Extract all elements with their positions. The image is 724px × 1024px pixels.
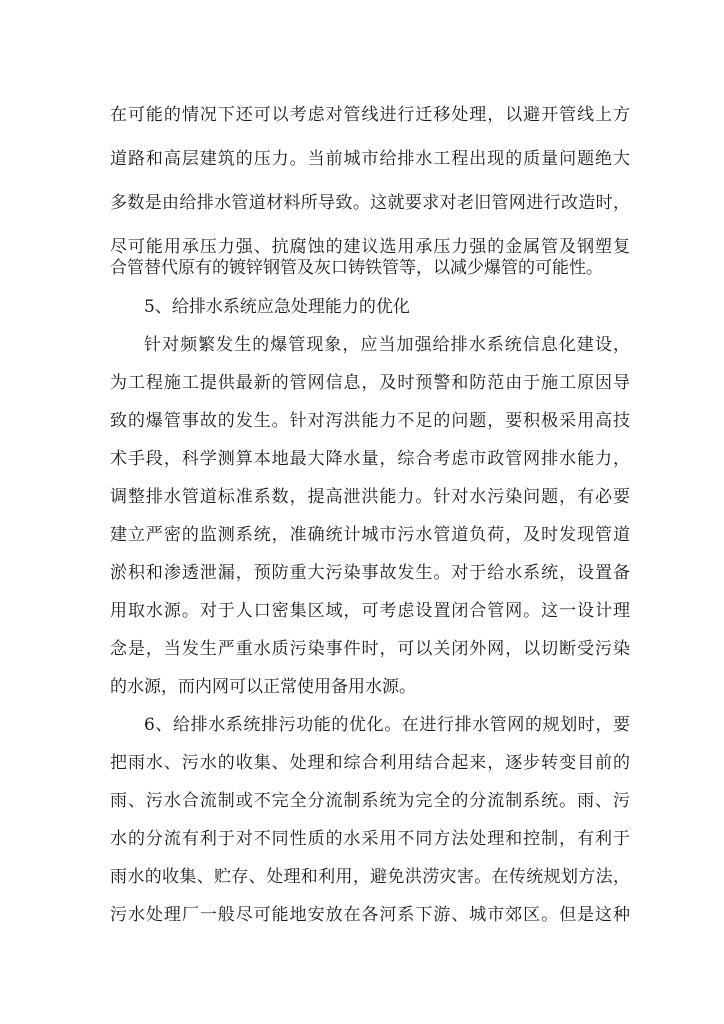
text-line: 调整排水管道标准系数，提高泄洪能力。针对水污染问题，有必要 bbox=[110, 487, 630, 507]
section-heading: 5、给排水系统应急处理能力的优化 bbox=[144, 297, 410, 317]
text-line: 雨、污水合流制或不完全分流制系统为完全的分流制系统。雨、污 bbox=[110, 791, 630, 811]
text-line: 把雨水、污水的收集、处理和综合利用结合起来，逐步转变目前的 bbox=[110, 753, 630, 773]
text-line: 合管替代原有的镀锌钢管及灰口铸铁管等，以减少爆管的可能性。 bbox=[110, 258, 603, 278]
text-line: 水的分流有利于对不同性质的水采用不同方法处理和控制，有利于 bbox=[110, 829, 630, 849]
text-line: 术手段，科学测算本地最大降水量，综合考虑市政管网排水能力， bbox=[110, 449, 630, 469]
text-line: 污水处理厂一般尽可能地安放在各河系下游、城市郊区。但是这种 bbox=[110, 905, 630, 925]
text-line: 淤积和渗透泄漏，预防重大污染事故发生。对于给水系统，设置备 bbox=[110, 563, 630, 583]
text-line: 尽可能用承压力强、抗腐蚀的建议选用承压力强的金属管及钢塑复 bbox=[110, 237, 630, 257]
paragraph-first-line: 针对频繁发生的爆管现象，应当加强给排水系统信息化建设， bbox=[144, 335, 630, 355]
text-line: 致的爆管事故的发生。针对泻洪能力不足的问题，要积极采用高技 bbox=[110, 411, 630, 431]
text-line: 念是，当发生严重水质污染事件时，可以关闭外网，以切断受污染 bbox=[110, 639, 630, 659]
text-line: 多数是由给排水管道材料所导致。这就要求对老旧管网进行改造时， bbox=[110, 193, 630, 213]
text-line: 为工程施工提供最新的管网信息，及时预警和防范由于施工原因导 bbox=[110, 373, 630, 393]
text-line: 的水源，而内网可以正常使用备用水源。 bbox=[110, 677, 416, 697]
text-line: 在可能的情况下还可以考虑对管线进行迁移处理，以避开管线上方 bbox=[110, 105, 630, 125]
text-line: 道路和高层建筑的压力。当前城市给排水工程出现的质量问题绝大 bbox=[110, 149, 630, 169]
text-line: 建立严密的监测系统，准确统计城市污水管道负荷，及时发现管道 bbox=[110, 525, 630, 545]
paragraph-first-line: 6、给排水系统排污功能的优化。在进行排水管网的规划时，要 bbox=[144, 715, 630, 735]
text-line: 用取水源。对于人口密集区域，可考虑设置闭合管网。这一设计理 bbox=[110, 601, 630, 621]
text-line: 雨水的收集、贮存、处理和利用，避免洪涝灾害。在传统规划方法， bbox=[110, 867, 630, 887]
